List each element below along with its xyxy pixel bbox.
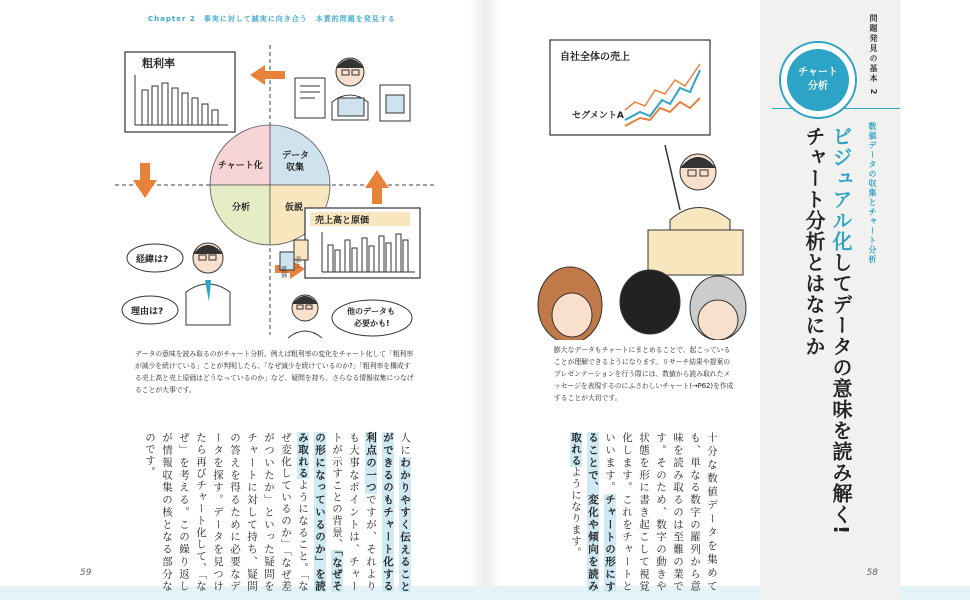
sidebar-rule [862,108,900,109]
svg-text:原価: 原価 [279,266,287,278]
right-body-p1a: 十分な [706,432,718,473]
bubble-other-data-1: 他のデータも [347,307,395,316]
title-line1-rest: してデータの意味を読み解く! [829,252,853,536]
badge-line1: チャート [798,67,838,78]
left-body-p1c: ですが、それよりも大事なポイントは、チャートが示すことの背景、 [331,432,377,592]
right-caption: 膨大なデータもチャートにまとめることで、起こっていることが理解できるようになります。リサーチ結果や提案のプレゼンテーションを行う際には、数値から読み取れたメッセージを表現するのにふさわしいチャート(→P62)を作成することが大切です。 [554,346,734,402]
badge-line2: 分析 [808,81,828,92]
arrow-down [133,163,157,198]
title-line2: チャート分析とはなにか [802,126,826,357]
left-caption: データの意味を読み取るのがチャート分析。例えば粗利率の変化をチャート化して「粗利率が減少を続けている」ことが判明したら、「なぜ減少を続けているのか?」「粗利率を構成する売上高と売上原価はどうなっているのか」など、疑問を持ち、さらなる情報収集につなげることが大事です。 [135,350,414,394]
book-gutter [470,0,500,600]
line-chart-board [550,40,710,135]
quadrant-data-label-1: データ [282,151,310,161]
quadrant-chartify: チャート化 [218,161,263,171]
man-idea-illustration [288,295,412,338]
cycle-diagram [110,40,440,340]
sidebar-vertical-title: 問題発見の基本 2 [869,14,878,97]
arrow-left [250,65,285,85]
sidebar-vertical-subtitle: 数値データの収集とチャート分析 [868,122,877,265]
left-body-p1d: 「なぜその形になっているのか」を読み取れる [297,432,343,593]
right-body-text [544,432,720,592]
left-body-p1b: わかりやすく伝えることができるのもチャート化する利点の一つ [365,432,411,592]
page-number-right: 58 [866,568,878,578]
right-body-p1c: チャートの形にすることで、変化や傾向を読み取れる [570,432,616,592]
svg-text:理由は?: 理由は? [131,307,164,317]
right-body-p1b: 数値データを集めても、単なる数字の羅列から意味を読み取るのは至難の業です。そのため、数字の動きや状態を形に書き起こして視覚化します。これをチャートといいます。 [604,432,718,592]
title-accent: ビジュアル化 [829,126,853,252]
chart-analysis-badge [779,41,857,119]
svg-text:売上高と原価: 売上高と原価 [315,216,370,226]
left-body-text [115,432,413,592]
left-body-p1e: ようになること。「なぜ変化しているのか」「なぜ差がついたか」といった疑問をチャートに対して持ち、疑問の答えを得るために必要なデータを探す。データを見つけたら再びチャート化して、「なぜ」を考える。この繰り返しが情報収集の核となる部分なのです。 [144,432,309,593]
gross-margin-chart [125,52,235,132]
audience-illustration [538,267,746,340]
svg-text:セグメントA: セグメントA [572,111,624,121]
svg-text:粗利率: 粗利率 [142,57,175,70]
thinking-man-illustration [122,243,230,325]
badge-inner [787,49,849,111]
quadrant-hypothesis: 仮説 [285,203,304,213]
quadrant-analysis: 分析 [232,203,251,213]
page-title [800,126,854,566]
presenter-illustration [648,145,743,275]
arrow-up [365,170,389,204]
svg-text:売上: 売上 [293,256,301,268]
svg-text:自社全体の売上: 自社全体の売上 [560,52,630,63]
quadrant-data-label-2: 収集 [286,163,305,173]
man-reading-illustration [295,58,410,121]
chapter-header: Chapter 2 事実に対して誠実に向き合う 本質的問題を発見する [148,15,396,23]
svg-text:経緯は?: 経緯は? [136,255,169,265]
right-body-p1d: ようになります。 [570,466,582,559]
left-body-p1a: 人に [399,432,411,457]
page-number-left: 59 [80,568,92,578]
presentation-illustration [530,30,760,340]
bubble-other-data-2: 必要かも! [354,319,390,328]
